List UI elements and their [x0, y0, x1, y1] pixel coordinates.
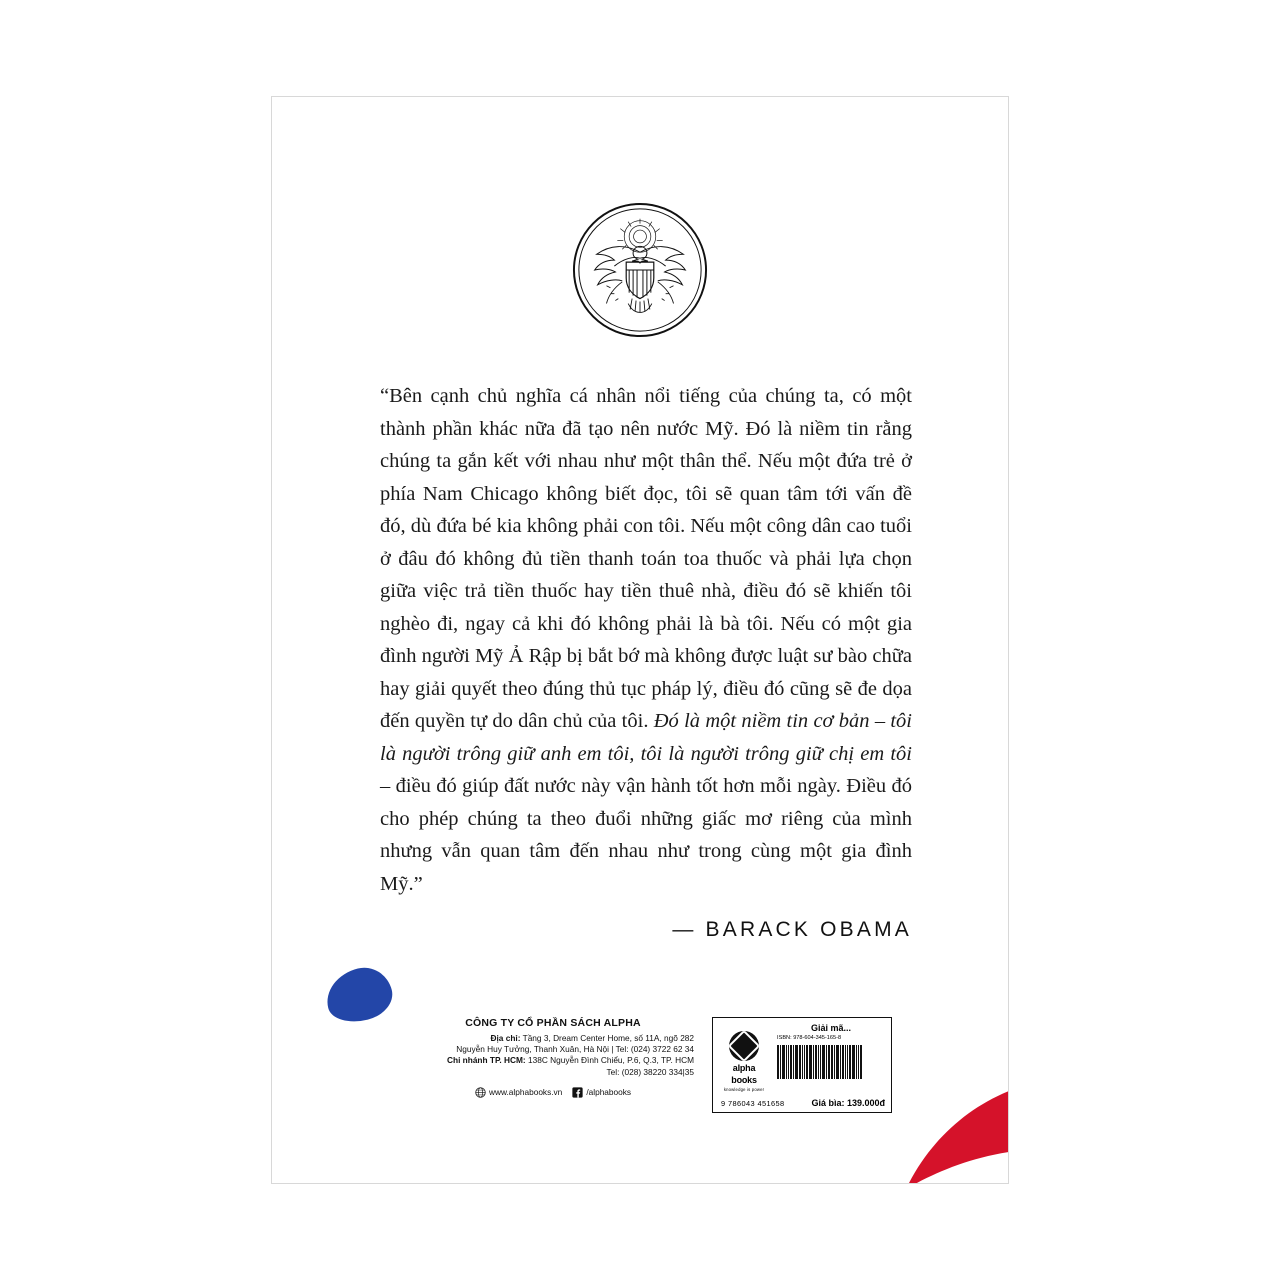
facebook-item[interactable] — [572, 1087, 631, 1098]
quote-text — [380, 380, 912, 900]
isbn-top-row — [713, 1018, 891, 1098]
branch-line — [412, 1055, 694, 1066]
price-label: Giá bìa: 139.000đ — [811, 1098, 885, 1108]
quote-attribution: — BARACK OBAMA — [672, 918, 912, 941]
quote-part-1: “Bên cạnh chủ nghĩa cá nhân nổi tiếng của chúng ta, có một thành phần khác nữa đã tạo nên nước Mỹ. Đó là niềm tin rằng chúng ta gắn kết với nhau như một thân thể. Nếu một đứa trẻ ở phía Nam Chicago không biết đọc, tôi sẽ quan tâm tới vấn đề đó, dù đứa bé kia không phải con tôi. Nếu một công dân cao tuổi ở đâu đó không đủ tiền thanh toán toa thuốc và phải lựa chọn giữa việc trả tiền thuốc hay tiền thuê nhà, điều đó sẽ khiến tôi nghèo đi, ngay cả khi đó không phải là bà tôi. Nếu có một gia đình người Mỹ Ả Rập bị bắt bớ mà không được luật sư bào chữa hay giải quyết theo đúng thủ tục pháp lý, điều đó cũng sẽ đe dọa đến quyền tự do dân chủ của tôi. — [380, 385, 912, 732]
facebook-text: /alphabooks — [586, 1087, 632, 1098]
address-line-1-text: Tầng 3, Dream Center Home, số 11A, ngõ 282 — [520, 1033, 695, 1043]
alpha-books-logo — [713, 1018, 775, 1098]
publisher-name: CÔNG TY CỔ PHẦN SÁCH ALPHA — [465, 1017, 641, 1029]
address-line-2: Nguyễn Huy Tưởng, Thanh Xuân, Hà Nội | Tel: (024) 3722 62 34 — [456, 1044, 695, 1055]
facebook-icon — [572, 1087, 583, 1098]
website-text: www.alphabooks.vn — [488, 1087, 563, 1098]
address-line-1 — [412, 1033, 694, 1044]
seal-container — [272, 201, 1008, 339]
alpha-logo-tagline: knowledge is power — [723, 1086, 765, 1092]
publisher-address — [412, 1033, 694, 1078]
branch-label: Chi nhánh TP. HCM: — [447, 1055, 526, 1066]
book-title-short: Giải mã... — [811, 1023, 852, 1033]
alpha-logo-name: alpha — [732, 1062, 756, 1073]
tel-line: Tel: (028) 38220 334|35 — [606, 1066, 695, 1077]
great-seal-icon — [571, 201, 709, 339]
address-label: Địa chỉ: — [490, 1033, 521, 1043]
publisher-contact — [412, 1087, 694, 1098]
website-item[interactable] — [475, 1087, 562, 1098]
ean-number: 9 786043 451658 — [721, 1098, 785, 1108]
branch-line-text: 138C Nguyễn Đình Chiểu, P.6, Q.3, TP. HCM — [525, 1055, 695, 1066]
globe-icon — [475, 1087, 486, 1098]
quote-part-3: – điều đó giúp đất nước này vận hành tốt hơn mỗi ngày. Điều đó cho phép chúng ta theo đuổi những giấc mơ riêng của mình nhưng vẫn quan tâm đến nhau như trong cùng một gia đình Mỹ.” — [380, 775, 912, 895]
quote-block — [380, 380, 912, 942]
isbn-bottom-row — [713, 1098, 891, 1112]
blue-decor-shape — [321, 962, 398, 1028]
barcode — [777, 1045, 885, 1079]
quote-part-2-italic: Đó là một niềm tin cơ bản – tôi là người trông giữ anh em tôi, tôi là người trông giữ chị em tôi — [380, 710, 912, 765]
publisher-info — [412, 1017, 694, 1098]
isbn-number: ISBN: 978-604-345-165-8 — [777, 1035, 842, 1041]
isbn-barcode-box — [712, 1017, 892, 1113]
footer — [412, 1017, 892, 1113]
isbn-details — [775, 1018, 891, 1098]
alpha-logo-mark-icon — [729, 1031, 759, 1061]
alpha-logo-sub: books — [731, 1074, 757, 1085]
book-back-cover — [271, 96, 1009, 1184]
